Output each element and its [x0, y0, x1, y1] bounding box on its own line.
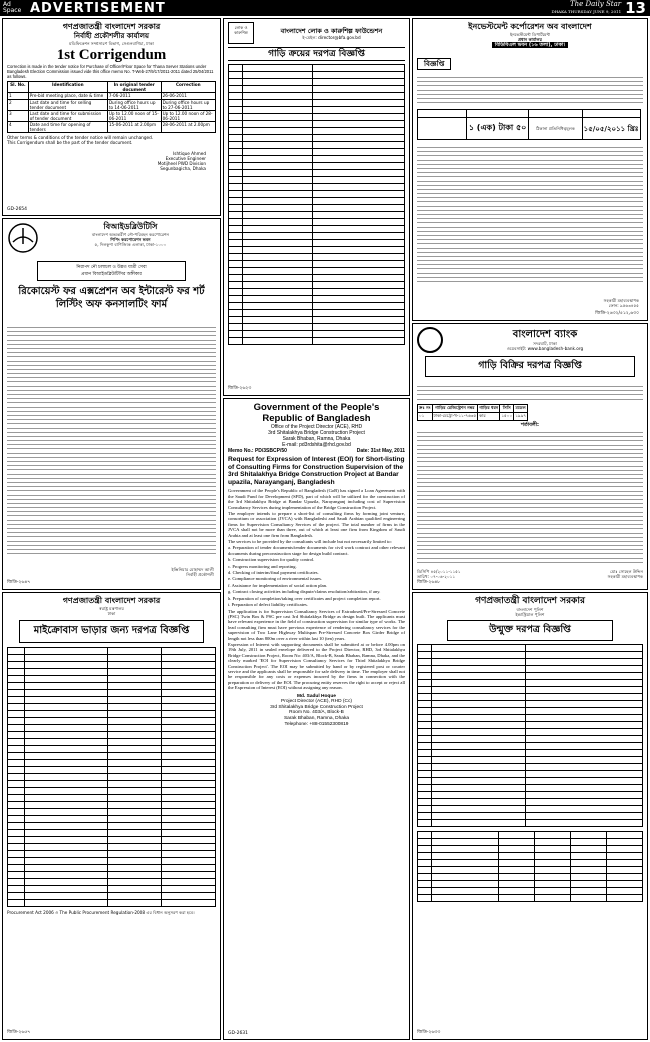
table-cell: During office hours up to 27-06-2011 — [161, 100, 215, 111]
table-cell: 15-06-2011 at 2.00pm — [107, 122, 161, 133]
icb-date-big: ১৫/০৫/২০১১ খ্রিঃ — [582, 118, 640, 140]
police-sub2: ইন্ডাস্ট্রিয়াল পুলিশ — [515, 612, 545, 617]
folk-arts-agency: বাংলাদেশ লোক ও কারুশিল্প ফাউন্ডেশন — [280, 26, 383, 35]
bb-terms-label: শর্তাবলী: — [520, 422, 540, 428]
icb-office: প্রধান কার্যালয় — [517, 37, 542, 42]
table-row — [418, 413, 528, 421]
rhd-service-item: b. Construction supervision for quality control. — [228, 557, 315, 563]
police-sub1: বাংলাদেশ পুলিশ — [516, 607, 544, 612]
bb-intro-text — [417, 386, 643, 403]
ad-police — [412, 592, 648, 1040]
biwtc-slogan-box — [37, 261, 186, 281]
table-header-cell: Identification — [28, 82, 107, 93]
corrigendum-note-1: Other terms & conditions of the tender notice will remain unchanged. — [7, 135, 154, 140]
table-cell: During office hours up to 14-06-2011 — [107, 100, 161, 111]
table-header-cell: সিসি — [500, 405, 514, 413]
ad-bangladesh-bank — [412, 323, 648, 590]
ad-folk-arts — [223, 18, 410, 396]
table-row — [8, 93, 216, 100]
icb-dept: ইনভেস্টমেন্ট ডিপার্টমেন্ট — [510, 32, 550, 37]
rhd-services-label: The services to be provided by the consultants will include but not necessarily limited to: — [228, 539, 392, 545]
ad-code: জিডি-২৬৩২/৫১২,৬৩০ — [595, 311, 639, 316]
folk-arts-email: ই-মেইল: director@bfa.gov.bd — [302, 34, 361, 40]
rhd-memo-row — [228, 448, 405, 454]
microbus-table — [7, 647, 216, 907]
rhd-paragraph: The application is for Supervision Consultancy Services of Extradosed/Pre-Stressed Concrete (PSC) Twin Box & PSC pre cast 3rd Shitalakhya Bridge as design built. The applicants must have relevant experience in the field of construction supervision for similar type of works. The lead consulting firm must have previous experience of rendering consultancy services for the supervision of Two Lane Highway Multispan Pre-Stressed Concrete Box Girder Bridge of length not less than 800m over a river within last 10 (ten) years. — [228, 608, 405, 641]
table-row — [8, 111, 216, 122]
table-cell: 1 — [8, 93, 29, 100]
signer-division: Motijheel PWD Division — [157, 161, 206, 166]
microbus-place: ঢাকা — [107, 611, 116, 616]
corrigendum-intro: Correction is made in the tender notice for Purchase of Officer/Floor Space for Thana Server Stations under Bangladesh Election Commission issued vide this office memo No. T-Web-27/9/17/2011-2011 dated 25/04/2011 as follows. — [7, 64, 214, 79]
corrigendum-title: 1st Corrigendum — [56, 47, 167, 63]
corrigendum-office: নির্বাহী প্রকৌশলীর কার্যালয় — [73, 32, 150, 40]
ad-corrigendum — [2, 18, 221, 216]
ad-microbus — [2, 592, 221, 1040]
rhd-service-item: e. Compliance monitoring of environmental issues. — [228, 576, 323, 582]
paper-name-block — [551, 1, 621, 15]
biwtc-address: ৫, দিলকুশা বাণিজ্যিক এলাকা, ঢাকা-১০০০ — [94, 242, 167, 247]
table-header-cell: গাড়ির ধরন — [478, 405, 500, 413]
police-lot-table — [417, 831, 643, 902]
icb-signature — [604, 298, 639, 308]
table-cell: ঢাকা-মেট্রো-খ-১১-৭৬৩৫ — [432, 413, 478, 421]
ad-code: জিডি-২৬৪৭ — [7, 580, 31, 585]
table-cell: Up to 12.00 noon of 15-06-2011 — [107, 111, 161, 122]
table-header-cell: Sl. No. — [8, 82, 29, 93]
signer-name: Ishtique Ahmed — [173, 151, 206, 156]
table-cell: ১৯৯৭ — [514, 413, 528, 421]
signer-address: Sarak Bhaban, Ramna, Dhaka — [283, 715, 350, 721]
page-section-title: ADVERTISEMENT — [30, 0, 166, 16]
signer-title: নির্বাহী প্রকৌশলী — [186, 572, 214, 577]
signer-title: Executive Engineer — [165, 156, 206, 161]
table-cell: Date and time for opening of tenders — [28, 122, 107, 133]
folk-arts-title: গাড়ি ক্রয়ের দরপত্র বিজ্ঞপ্তি — [228, 47, 405, 61]
ads-grid — [0, 16, 650, 1042]
corrigendum-agency: গণপ্রজাতন্ত্রী বাংলাদেশ সরকার — [62, 22, 161, 31]
icb-price-note: ঠিকানা প্রতিনিধিত্বমূলক — [529, 118, 582, 140]
table-header-cell: ক্রঃ নং — [418, 405, 433, 413]
rhd-service-item: d. Checking of interim/final payment certificates. — [228, 570, 319, 576]
header-right — [551, 0, 650, 17]
folk-arts-table — [228, 64, 405, 345]
bangladesh-bank-logo-icon — [417, 327, 443, 353]
rhd-paragraph: The employer intends to prepare a short-list of consulting firms by forming joint venture, consortium or association (JVCA) with Bangladeshi and Saudi Arabian qualified engineering firms for Supervision Consultancy Services of the project. The total number of firms in the JVCA shall not be more than three, out of which at least one firm from Kingdom of Saudi Arabia and at least one firm from Bangladesh. — [228, 511, 405, 538]
rhd-signature — [228, 694, 405, 728]
icb-price-big: ১ (এক) টাকা ৫০ — [466, 118, 528, 140]
ad-icb — [412, 18, 648, 321]
table-cell: 7-06-2011 — [107, 93, 161, 100]
rhd-email: E-mail: pd3rdshita@rhd.gov.bd — [282, 442, 351, 448]
ad-code: GD-2654 — [7, 207, 28, 212]
microbus-agency: গণপ্রজাতন্ত্রী বাংলাদেশ সরকার — [62, 596, 161, 605]
signer-project: 3rd Shitalakhya Bridge Construction Project — [270, 704, 363, 710]
icb-building — [417, 42, 643, 48]
page-number: 13 — [625, 0, 646, 17]
signer-name: ইঞ্জিনিয়ার মোহাম্মদ আলী — [171, 567, 214, 572]
rhd-service-item: h. Preparation of completion/taking over certificates and project completion report. — [228, 595, 381, 601]
rhd-service-item: a. Preparation of tender documents/tender documents for civil work contract and other relevant documents during preconstruction stage for design build contract. — [228, 545, 405, 556]
signer-name: Md. Sadul Hoque — [297, 693, 336, 699]
corrigendum-signature — [7, 151, 216, 171]
bb-memo: ডিসিপি ৪৫/২০১১-১১৫১ — [417, 569, 461, 574]
paper-date: DHAKA THURSDAY JUNE 9, 2011 — [551, 9, 622, 14]
icb-notice-label — [417, 51, 643, 70]
microbus-ministry: স্বরাষ্ট্র মন্ত্রণালয় — [99, 606, 124, 611]
bb-web: ওয়েবসাইট: www.bangladesh-bank.org — [506, 346, 584, 351]
biwtc-sub2: শিপিং করপোরেশন ভবন — [110, 237, 151, 242]
folk-arts-logo — [228, 22, 254, 44]
bb-sub: সদরঘাট, ঢাকা — [533, 341, 557, 346]
folk-arts-logo-text: লোক ও কারুশিল্প — [234, 25, 248, 35]
rhd-body — [228, 488, 405, 690]
bb-memo-block — [417, 569, 461, 579]
ad-code: জিডি-২৬৩৩ — [417, 1030, 441, 1035]
biwtc-emblem-icon — [7, 222, 39, 254]
police-table — [417, 644, 643, 827]
table-cell: ১৫০০ — [500, 413, 514, 421]
page-header — [0, 0, 650, 16]
signer-room: Room No. 403/A, Block-B — [289, 710, 344, 716]
signer-place: Segunbagicha, Dhaka — [160, 166, 206, 171]
rhd-address: Sarak Bhaban, Ramna, Dhaka — [282, 436, 351, 442]
ad-biwtc — [2, 218, 221, 590]
bb-vehicle-table — [417, 404, 528, 421]
table-cell: 28-06-2011 at 2.00pm — [161, 122, 215, 133]
table-row — [8, 100, 216, 111]
biwtc-title: রিকোয়েস্ট ফর এক্সপ্রেশন অব ইন্টারেস্ট ফর শর্ট লিস্টিং অফ কনসালটিং ফার্ম — [18, 286, 205, 310]
corrigendum-table — [7, 81, 216, 133]
bb-heading: গাড়ি বিক্রির দরপত্র বিজ্ঞপ্তি — [425, 356, 635, 377]
table-cell: 2 — [8, 100, 29, 111]
ad-code: GD-2631 — [228, 1031, 249, 1036]
table-cell: Pre-bid meeting place, date & time — [28, 93, 107, 100]
signer-title: সহকারী মহাব্যবস্থাপক — [603, 298, 639, 303]
table-header-cell: Correction — [161, 82, 215, 93]
ad-code: জিডি-২৬৪৮ — [417, 580, 441, 585]
biwtc-logo — [7, 222, 41, 258]
bb-date: তারিখ: ০৭-০৬-২০১১ — [417, 574, 456, 579]
signer-title: Project Director (ACE), RHD (Cc) — [281, 699, 352, 705]
biwtc-body-text — [7, 327, 216, 557]
ad-code: জিডি-২৬২৩ — [228, 386, 252, 391]
icb-body-text-1 — [417, 77, 643, 106]
biwtc-signature — [172, 567, 214, 577]
table-cell: 3 — [8, 111, 29, 122]
rhd-service-item: c. Progress monitoring and reporting. — [228, 563, 297, 569]
signer-name: মোঃ সোহেল উদ্দিন — [610, 569, 643, 574]
rhd-project: 3rd Shitalakhya Bridge Construction Project — [268, 430, 365, 436]
police-title: উন্মুক্ত দরপত্র বিজ্ঞপ্তি — [447, 620, 613, 641]
microbus-title: মাইক্রোবাস ভাড়ার জন্য দরপত্র বিজ্ঞপ্তি — [19, 620, 204, 643]
biwtc-sub1: বাংলাদেশ অভ্যন্তরীণ নৌ-পরিবহন করপোরেশন — [91, 232, 170, 237]
ad-code: জিডি-২৬৫৭ — [7, 1030, 31, 1035]
corrigendum-note-2: This Corrigendum shall be the part of the tender document. — [7, 140, 133, 145]
icb-title: ইনভেস্টমেন্ট কর্পোরেশন অব বাংলাদেশ — [468, 22, 592, 31]
table-cell: ০১ — [418, 413, 433, 421]
table-cell: Last date and time for submission of tender document — [28, 111, 107, 122]
paper-name: The Daily Star — [570, 0, 622, 8]
slogan-line-2: প্রধান বিআইডব্লিউটিসির অঙ্গীকার — [81, 272, 142, 277]
table-cell: Last date and time for selling tender document — [28, 100, 107, 111]
table-cell: Up to 12.00 noon of 28-06-2011 — [161, 111, 215, 122]
table-row — [8, 122, 216, 133]
signer-title: সহকারী মহাব্যবস্থাপক — [607, 574, 643, 579]
microbus-act-note: Procurement Act 2006 ও The Public Procurement Regulation-2008 এর বিধান অনুসরণ করা হবে। — [7, 910, 195, 915]
icb-body-text-2 — [417, 147, 643, 285]
police-agency: গণপ্রজাতন্ত্রী বাংলাদেশ সরকার — [475, 596, 585, 606]
rhd-paragraph: Expression of Interest with supporting documents shall be submitted at or before 4.00pm on 19th July, 2011 in sealed envelope delivered to the Project Director, RHD, 3rd Shitalakhya Bridge Construction Project, Room No: 403/A, Block-B, Sarak Bhaban, Ramna, Dhaka, and the clearly marked 'EOI for Supervision Consultancy Services for Third Shitalakhya Bridge Construction Project'. The EOI may be submitted by hand or by registered post or courier service and the applicants shall be responsible for safe delivery in time. The employer shall not be responsible for any costs or expenses incurred by the firms in connection with the preparation or delivery of the EOI. The procuring entity reserves the right to accept or reject all the Expression of Interest (EOI) without assigning any reason. — [228, 641, 405, 691]
slogan-line-1: নিরাপদ নৌ চলাচল ও উন্নত যাত্রী সেবা — [76, 265, 147, 270]
rhd-service-item: i. Preparation of defect liability certificates. — [228, 602, 308, 608]
table-cell: 4 — [8, 122, 29, 133]
rhd-office: Office of the Project Director (ACE), RHD — [270, 424, 363, 430]
rhd-service-item: f. Assistance for implementation of social action plan. — [228, 582, 328, 588]
table-header-cell: গাড়ির রেজিস্ট্রেশন নম্বর — [432, 405, 478, 413]
rhd-heading: Request for Expression of Interest (EOI) for Short-listing of Consulting Firms for Construction Supervision of the 3rd Shitalakhya Bridge Construction Project at Bandar upazila, Narayanganj, Bangladesh — [228, 456, 405, 486]
rhd-title-1: Government of the People's — [253, 402, 380, 413]
bb-footer — [417, 569, 643, 579]
icb-building-label: বিডিবিএল ভবন (১৬ তলা), ঢাকা। — [492, 42, 568, 48]
header-left-label: Ad Space — [3, 1, 22, 14]
corrigendum-dept: মডিফিকেশন সম্প্রসারণ বিভাগ, সেগুনবাগিচা, ঢাকা — [69, 41, 154, 46]
table-cell: 26-06-2011 — [161, 93, 215, 100]
biwtc-org: বিআইডব্লিউটিসি — [103, 222, 158, 231]
rhd-date: Date: 31st May, 2011 — [356, 448, 405, 454]
bb-signature — [608, 569, 643, 579]
rhd-title-2: Republic of Bangladesh — [262, 413, 371, 424]
rhd-memo: Memo No.: PD/3SBCP/50 — [228, 448, 287, 454]
signer-phone: Telephone: +88-01552300819 — [284, 721, 349, 727]
table-header-cell: In original tender document — [107, 82, 161, 93]
icb-notice-text: বিজ্ঞপ্তি — [417, 58, 451, 70]
rhd-paragraph: Government of the People's Republic of Bangladesh (GoB) has signed a Loan Agreement with the Saudi Fund for Development (SFD), part of which will be utilized for the construction of the 3rd Shitalakhya Bridge at Bandar Upazila, Narayanganj including cost of Supervision Consultancy Services during implementation of the Bridge Construction Project. — [228, 488, 405, 510]
signer-phone: ফোন: ৯৫৬৩৪৫৫ — [608, 303, 639, 308]
icb-price-table — [417, 109, 641, 140]
bb-terms-text — [417, 432, 643, 566]
ad-rhd-eoi — [223, 398, 410, 1040]
table-cell: কার — [478, 413, 500, 421]
corrigendum-table-header — [8, 82, 216, 93]
bb-title: বাংলাদেশ ব্যাংক — [512, 329, 578, 340]
table-header-cell: মডেল — [514, 405, 528, 413]
rhd-service-item: g. Contract closing activities including dispute/claims resolution/arbitration, if any. — [228, 589, 381, 595]
